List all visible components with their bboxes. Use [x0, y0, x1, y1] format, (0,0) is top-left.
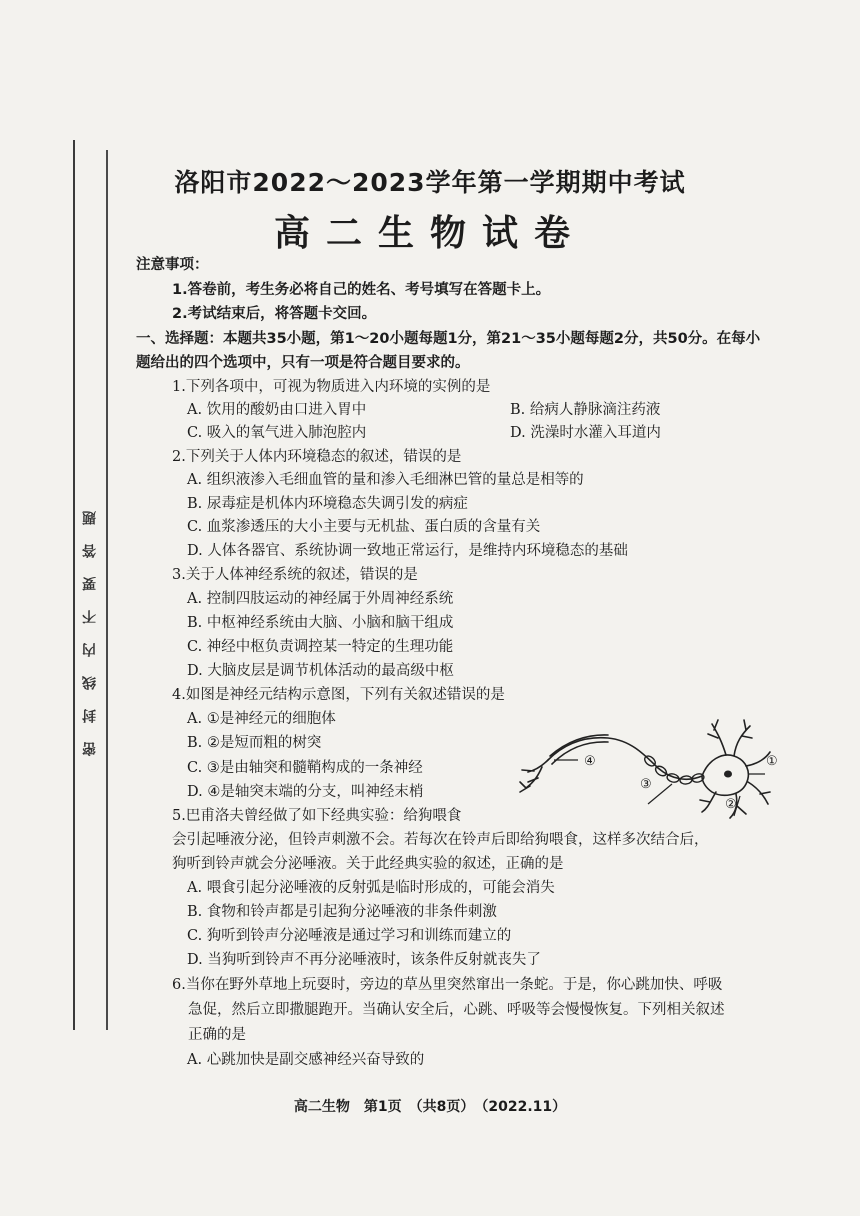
diagram-label-3: ③: [640, 777, 652, 792]
question-stem: 会引起唾液分泌，但铃声刺激不会。若每次在铃声后即给狗喂食，这样多次结合后，: [172, 832, 709, 848]
option: C. 狗听到铃声分泌唾液是通过学习和训练而建立的: [187, 928, 512, 944]
question-stem: 5.巴甫洛夫曾经做了如下经典实验：给狗喂食: [172, 808, 462, 824]
notice-item: 1.答卷前，考生务必将自己的姓名、考号填写在答题卡上。: [172, 282, 551, 298]
section-header: 一、选择题：本题共35小题，第1～20小题每题1分，第21～35小题每题2分，共50分。在每小: [136, 331, 761, 347]
option: D. 当狗听到铃声不再分泌唾液时，该条件反射就丧失了: [187, 952, 541, 968]
option: D. 人体各器官、系统协调一致地正常运行，是维持内环境稳态的基础: [187, 543, 628, 559]
question-stem: 急促，然后立即撒腿跑开。当确认安全后，心跳、呼吸等会慢慢恢复。下列相关叙述: [188, 1002, 725, 1018]
option: D. ④是轴突末端的分支，叫神经末梢: [187, 784, 424, 800]
question-stem: 正确的是: [188, 1027, 246, 1043]
question-stem: 狗听到铃声就会分泌唾液。关于此经典实验的叙述，正确的是: [172, 856, 564, 872]
option: B. 食物和铃声都是引起狗分泌唾液的非条件刺激: [187, 904, 497, 920]
option: A. 组织液渗入毛细血管的量和渗入毛细淋巴管的量总是相等的: [187, 472, 584, 488]
notice-heading: 注意事项：: [136, 257, 209, 273]
option: C. 吸入的氧气进入肺泡腔内: [187, 425, 367, 441]
section-header: 题给出的四个选项中，只有一项是符合题目要求的。: [136, 355, 470, 371]
question-stem: 1.下列各项中，可视为物质进入内环境的实例的是: [172, 379, 491, 395]
option: A. 控制四肢运动的神经属于外周神经系统: [187, 591, 454, 607]
option: C. ③是由轴突和髓鞘构成的一条神经: [187, 760, 423, 776]
exam-title: 洛阳市2022～2023学年第一学期期中考试: [174, 168, 686, 197]
option: C. 血浆渗透压的大小主要与无机盐、蛋白质的含量有关: [187, 519, 541, 535]
question-stem: 3.关于人体神经系统的叙述，错误的是: [172, 567, 418, 583]
binding-warning: 密封线内不要答题: [82, 492, 98, 756]
diagram-label-4: ④: [584, 754, 596, 769]
notice-item: 2.考试结束后，将答题卡交回。: [172, 306, 377, 322]
option: A. ①是神经元的细胞体: [187, 711, 336, 727]
question-stem: 2.下列关于人体内环境稳态的叙述，错误的是: [172, 449, 462, 465]
option: D. 洗澡时水灌入耳道内: [510, 425, 661, 441]
diagram-label-2: ②: [725, 797, 737, 812]
option: B. 中枢神经系统由大脑、小脑和脑干组成: [187, 615, 454, 631]
question-stem: 4.如图是神经元结构示意图，下列有关叙述错误的是: [172, 687, 505, 703]
option: A. 饮用的酸奶由口进入胃中: [187, 402, 367, 418]
option: B. 尿毒症是机体内环境稳态失调引发的病症: [187, 496, 468, 512]
exam-subtitle: 高二生物试卷: [273, 212, 586, 254]
page-footer: 高二生物 第1页 （共8页） （2022.11）: [293, 1099, 567, 1115]
option: C. 神经中枢负责调控某一特定的生理功能: [187, 639, 454, 655]
option: A. 喂食引起分泌唾液的反射弧是临时形成的，可能会消失: [187, 880, 555, 896]
option: A. 心跳加快是副交感神经兴奋导致的: [187, 1052, 425, 1068]
binding-line-inner: [106, 150, 108, 1030]
question-stem: 6.当你在野外草地上玩耍时，旁边的草丛里突然窜出一条蛇。于是，你心跳加快、呼吸: [172, 977, 723, 993]
diagram-label-1: ①: [766, 754, 778, 769]
option: B. ②是短而粗的树突: [187, 735, 322, 751]
option: B. 给病人静脉滴注药液: [510, 402, 661, 418]
option: D. 大脑皮层是调节机体活动的最高级中枢: [187, 663, 454, 679]
binding-line-outer: [73, 140, 75, 1030]
